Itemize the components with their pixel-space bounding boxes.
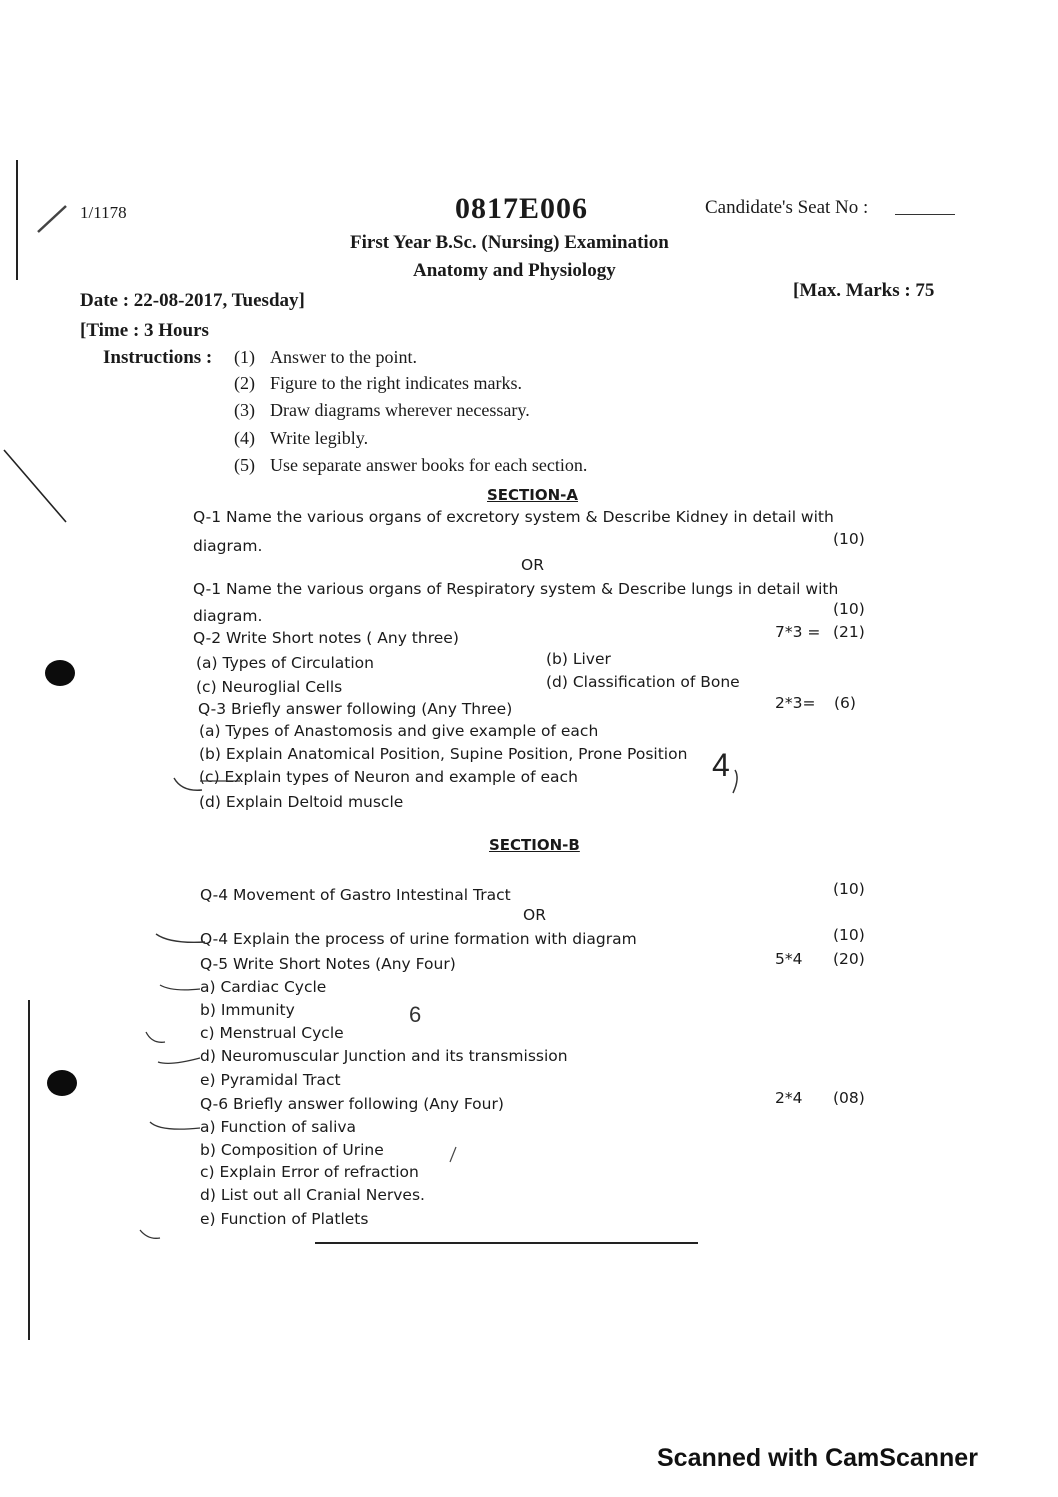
- q2-option: (c) Neuroglial Cells: [196, 678, 343, 696]
- q3-option: (d) Explain Deltoid muscle: [199, 793, 404, 811]
- subject-title: Anatomy and Physiology: [413, 260, 616, 281]
- q5-heading: Q-5 Write Short Notes (Any Four): [200, 955, 456, 973]
- q1-excretory-line2: diagram.: [193, 537, 263, 555]
- paper-serial: 1/1178: [80, 203, 127, 222]
- q6-option: e) Function of Platlets: [200, 1210, 369, 1228]
- q5-marks: (20): [833, 950, 865, 968]
- q5-option: e) Pyramidal Tract: [200, 1071, 341, 1089]
- or-divider: OR: [523, 906, 546, 924]
- seat-number-label: Candidate's Seat No :: [705, 197, 869, 218]
- q1-excretory-line1: Q-1 Name the various organs of excretory system & Describe Kidney in detail with: [193, 508, 834, 526]
- instruction-item: (3) Draw diagrams wherever necessary.: [234, 400, 530, 420]
- q5-option: c) Menstrual Cycle: [200, 1024, 344, 1042]
- handwritten-mark-q3: 4: [712, 747, 730, 783]
- handwritten-mark-q5: 6: [409, 1002, 422, 1027]
- q2-option: (b) Liver: [546, 650, 611, 668]
- q3-marks: (6): [834, 694, 856, 712]
- q4-urine-formation: Q-4 Explain the process of urine formation with diagram: [200, 930, 637, 948]
- exam-date: Date : 22-08-2017, Tuesday]: [80, 290, 305, 311]
- q6-option: a) Function of saliva: [200, 1118, 357, 1136]
- q1-excretory-marks: (10): [833, 530, 865, 548]
- q4-gi-tract: Q-4 Movement of Gastro Intestinal Tract: [200, 886, 511, 904]
- q2-option: (a) Types of Circulation: [196, 654, 374, 672]
- q6-heading: Q-6 Briefly answer following (Any Four): [200, 1095, 504, 1113]
- q6-option: d) List out all Cranial Nerves.: [200, 1186, 425, 1204]
- instruction-item: (2) Figure to the right indicates marks.: [234, 373, 522, 393]
- section-a-heading: SECTION-A: [487, 486, 579, 504]
- q6-option: c) Explain Error of refraction: [200, 1163, 419, 1181]
- q2-option: (d) Classification of Bone: [546, 673, 740, 691]
- q4-urine-marks: (10): [833, 926, 865, 944]
- q2-marks: (21): [833, 623, 865, 641]
- instructions-label: Instructions :: [103, 347, 213, 368]
- scanner-watermark: Scanned with CamScanner: [657, 1444, 978, 1472]
- instruction-item: (1) Answer to the point.: [234, 347, 417, 367]
- q5-formula: 5*4: [775, 950, 803, 968]
- paper-code: 0817E006: [455, 192, 589, 225]
- q2-formula: 7*3 =: [775, 623, 821, 641]
- instruction-item: (4) Write legibly.: [234, 428, 369, 448]
- q6-marks: (08): [833, 1089, 865, 1107]
- q3-heading: Q-3 Briefly answer following (Any Three): [198, 700, 513, 718]
- q3-option: (c) Explain types of Neuron and example of each: [199, 768, 578, 786]
- or-divider: OR: [521, 556, 544, 574]
- instruction-item: (5) Use separate answer books for each section.: [234, 455, 588, 475]
- exam-title: First Year B.Sc. (Nursing) Examination: [350, 232, 669, 253]
- section-b-heading: SECTION-B: [489, 836, 580, 854]
- q2-heading: Q-2 Write Short notes ( Any three): [193, 629, 459, 647]
- q1-respiratory-line2: diagram.: [193, 607, 263, 625]
- q3-option: (b) Explain Anatomical Position, Supine Position, Prone Position: [199, 745, 688, 763]
- q5-option: d) Neuromuscular Junction and its transmission: [200, 1047, 568, 1065]
- max-marks: [Max. Marks : 75: [793, 280, 935, 301]
- q3-formula: 2*3=: [775, 694, 816, 712]
- q5-option: b) Immunity: [200, 1001, 295, 1019]
- q3-option: (a) Types of Anastomosis and give example of each: [199, 722, 599, 740]
- q4-gi-marks: (10): [833, 880, 865, 898]
- q6-formula: 2*4: [775, 1089, 803, 1107]
- q6-option: b) Composition of Urine: [200, 1141, 384, 1159]
- q1-respiratory-marks: (10): [833, 600, 865, 618]
- exam-duration: [Time : 3 Hours: [80, 320, 209, 341]
- q5-option: a) Cardiac Cycle: [200, 978, 327, 996]
- q1-respiratory-line1: Q-1 Name the various organs of Respiratory system & Describe lungs in detail with: [193, 580, 839, 598]
